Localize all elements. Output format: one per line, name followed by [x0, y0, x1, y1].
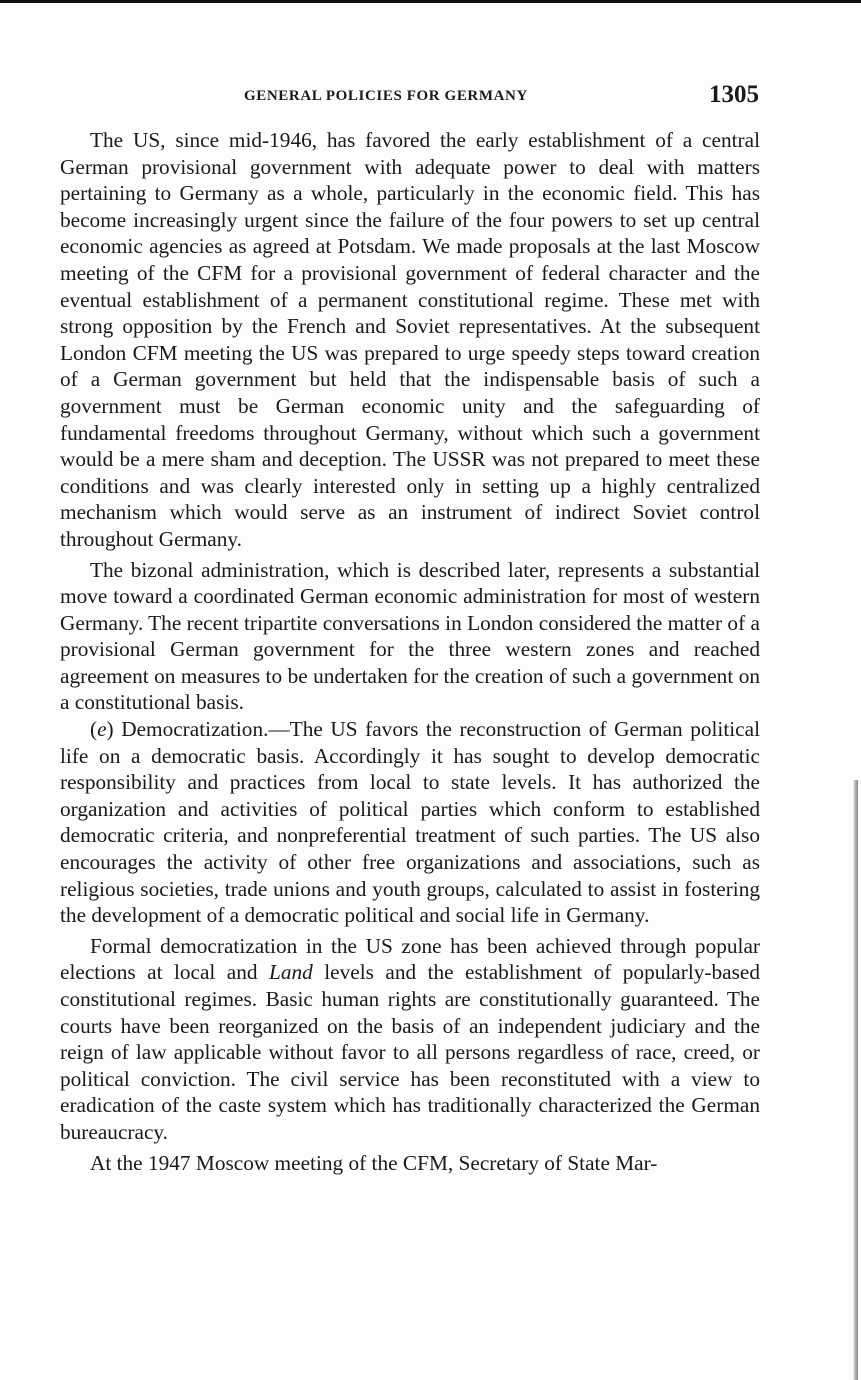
italic-term-land: Land: [269, 960, 313, 985]
page-number: 1305: [709, 81, 759, 108]
body-text: [60, 127, 760, 1176]
paragraph-central-government: The US, since mid-1946, has favored the early establishment of a central German provisional government with adequate power to deal with matters pertaining to Germany as a whole, particularly in the economic field. This has become increasingly urgent since the failure of the four powers to set up central economic agencies as agreed at Potsdam. We made proposals at the last Moscow meeting of the CFM for a provisional government of federal character and the eventual establishment of a permanent constitutional regime. These met with strong opposition by the French and Soviet representatives. At the subsequent London CFM meeting the US was prepared to urge speedy steps toward creation of a German government but held that the indispensable basis of such a government must be German economic unity and the safeguarding of fundamental freedoms throughout Germany, without which such a government would be a mere sham and deception. The USSR was not prepared to meet these conditions and was clearly interested only in setting up a highly centralized mechanism which would serve as an instrument of indirect Soviet control throughout Germany.: [60, 128, 760, 551]
paragraph-bizonal-administration: The bizonal administration, which is described later, represents a substantial move toward a coordinated German economic administration for most of western Germany. The recent tripartite conversations in London considered the matter of a provisional German government for the three western zones and reached agreement on measures to be undertaken for the creation of such a government on a constitutional basis.: [60, 557, 760, 715]
running-head: [64, 80, 764, 112]
scan-right-edge: [853, 780, 858, 1380]
paragraph-formal-democratization-text-a: Formal democratization in the US zone has been achieved through popular elections at local and: [60, 933, 760, 985]
paragraph-democratization: (e) Democratization.—The US favors the reconstruction of German political life on a democratic basis. Accordingly it has sought to develop democratic responsibility and practices from local to state levels. It has authorized the organization and activities of political parties which conform to established democratic criteria, and nonpreferential treatment of such parties. The US also encourages the activity of other free organizations and associations, such as religious societies, trade unions and youth groups, calculated to assist in fostering the development of a democratic political and social life in Germany.: [60, 717, 760, 928]
paragraph-democratization-text: Democratization.—The US favors the reconstruction of German political life on a democratic basis. Accordingly it has sought to develop democratic responsibility and practices from local to state levels. It has authorized the organization and activities of political parties which conform to established democratic criteria, and nonpreferential treatment of such parties. The US also encourages the activity of other free organizations and associations, such as religious societies, trade unions and youth groups, calculated to assist in fostering the development of a democratic political and social life in Germany.: [60, 717, 760, 928]
scan-top-edge: [0, 0, 861, 3]
paragraph-moscow-meeting: At the 1947 Moscow meeting of the CFM, Secretary of State Mar-: [90, 1150, 658, 1175]
paragraph-formal-democratization-text-b: levels and the establishment of popularly-based constitutional regimes. Basic human rights are constitutionally guaranteed. The courts have been reorganized on the basis of an independent judiciary and the reign of law applicable without favor to all persons regardless of race, creed, or political conviction. The civil service has been reconstituted with a view to eradication of the caste system which has traditionally characterized the German bureaucracy.: [60, 960, 760, 1144]
section-marker: e: [97, 717, 107, 742]
paragraph-formal-democratization: [60, 933, 760, 1146]
running-title: GENERAL POLICIES FOR GERMANY: [244, 88, 528, 104]
